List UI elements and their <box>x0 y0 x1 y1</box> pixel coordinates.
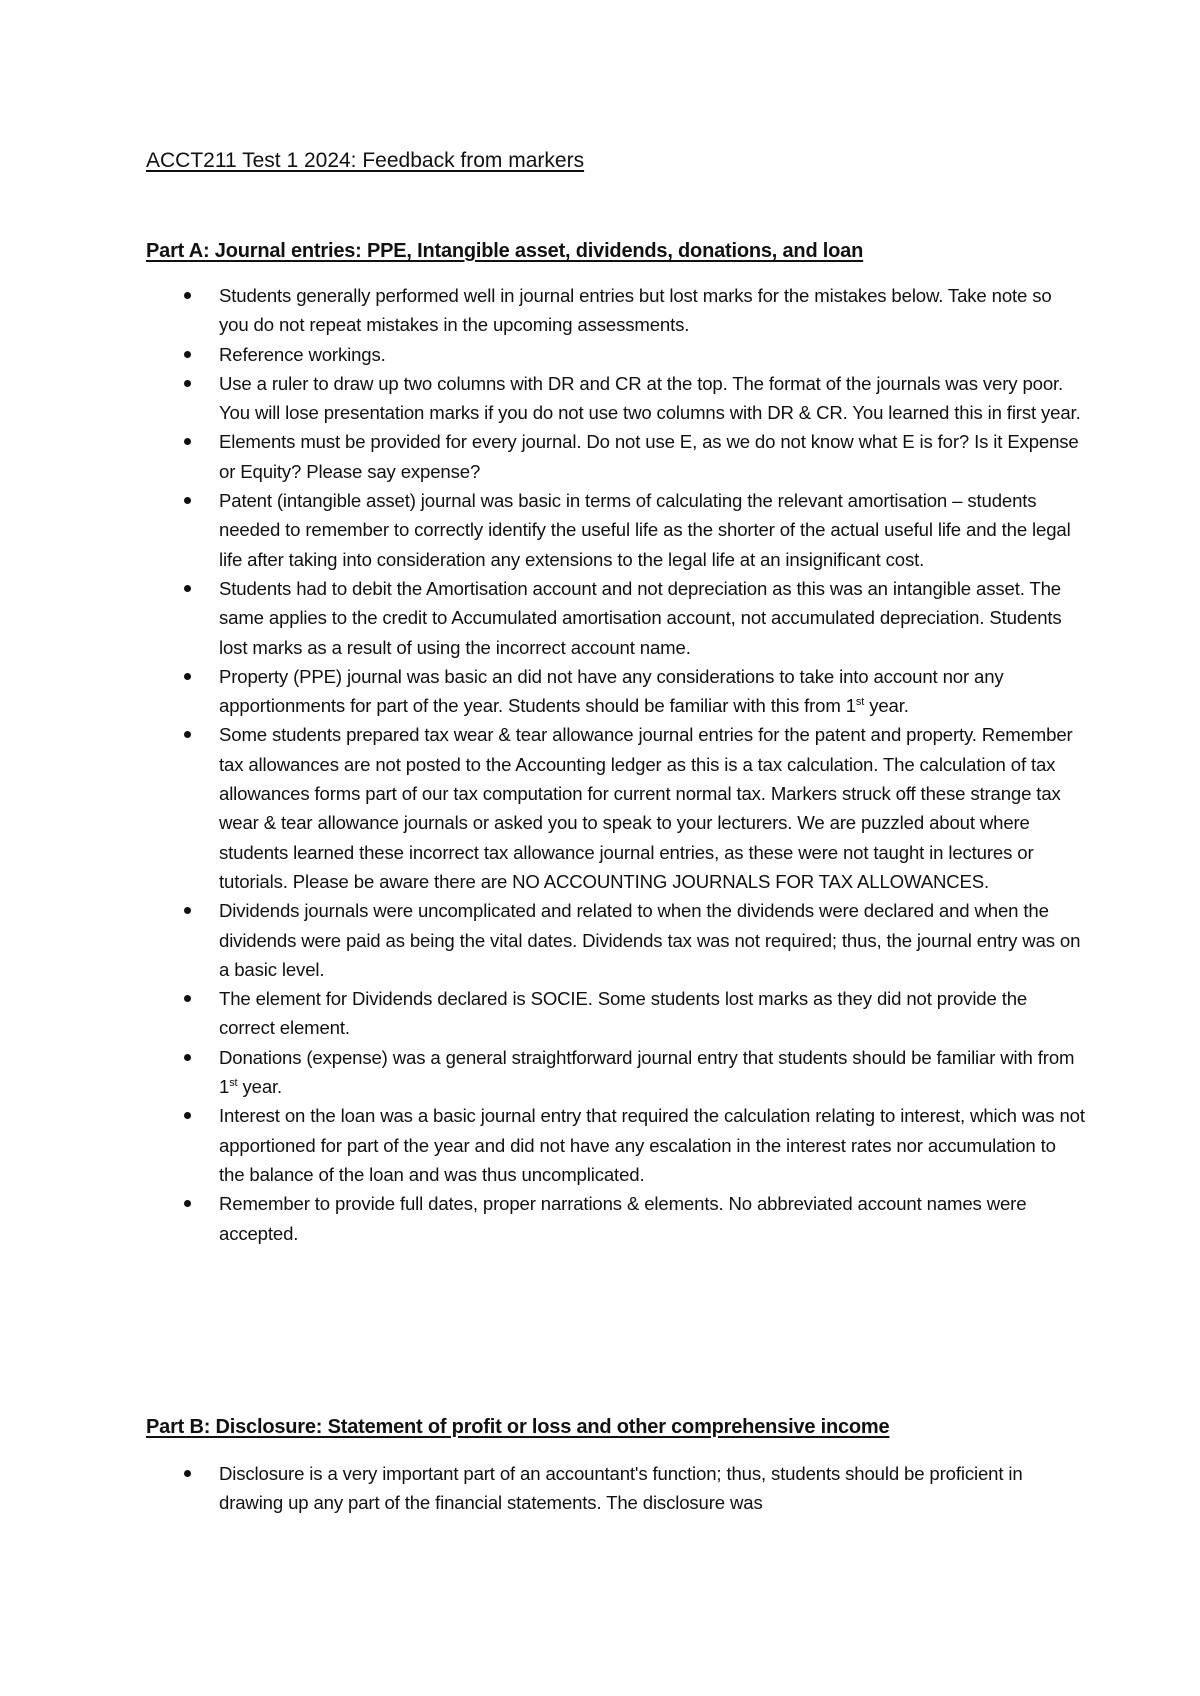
part-a-bullet-list <box>146 281 1086 1248</box>
list-item-text: Use a ruler to draw up two columns with DR and CR at the top. The format of the journals was very poor. You will lose presentation marks if you do not use two columns with DR & CR. You learned this in first year. <box>219 372 1081 424</box>
list-item <box>146 1189 1086 1248</box>
bullet-icon <box>184 497 191 504</box>
bullet-icon <box>184 438 191 445</box>
bullet-icon <box>184 731 191 738</box>
list-item-text: Dividends journals were uncomplicated and related to when the dividends were declared and when the dividends were paid as being the vital dates. Dividends tax was not required; thus, the journal entry was on a basic level. <box>219 900 1081 980</box>
bullet-icon <box>184 292 191 299</box>
list-item <box>146 427 1086 486</box>
superscript-ordinal: st <box>855 695 865 708</box>
list-item <box>146 1043 1086 1102</box>
list-item <box>146 281 1086 340</box>
bullet-icon <box>184 351 191 358</box>
list-item-text-end: year. <box>864 695 909 717</box>
bullet-icon <box>184 1200 191 1207</box>
part-b-bullet-list <box>146 1459 1086 1518</box>
bullet-icon <box>184 673 191 680</box>
superscript-ordinal: st <box>229 1076 238 1089</box>
list-item <box>146 1101 1086 1189</box>
list-item-text: Elements must be provided for every journal. Do not use E, as we do not know what E is for? Is it Expense or Equity? Please say expense? <box>219 431 1079 482</box>
list-item <box>146 340 1086 369</box>
list-item-text: Disclosure is a very important part of an accountant's function; thus, students should be proficient in drawing up any part of the financial statements. The disclosure was <box>219 1463 1023 1514</box>
list-item <box>146 720 1086 896</box>
list-item <box>146 1459 1086 1518</box>
bullet-icon <box>184 1054 191 1061</box>
bullet-icon <box>184 1112 191 1119</box>
document-title: ACCT211 Test 1 2024: Feedback from markers <box>146 149 585 172</box>
list-item <box>146 369 1086 428</box>
list-item-text: Interest on the loan was a basic journal entry that required the calculation relating to interest, which was not apportioned for part of the year and did not have any escalation in the interest rates nor accumulation to the balance of the loan and was thus uncomplicated. <box>219 1105 1085 1185</box>
list-item-text: Property (PPE) journal was basic an did not have any considerations to take into account nor any apportionments for part of the year. Students should be familiar with this from 1 <box>219 665 1004 717</box>
list-item <box>146 896 1086 984</box>
bullet-icon <box>184 585 191 592</box>
part-a-heading: Part A: Journal entries: PPE, Intangible asset, dividends, donations, and loan <box>146 240 864 262</box>
part-b-heading: Part B: Disclosure: Statement of profit or loss and other comprehensive income <box>146 1416 890 1438</box>
list-item <box>146 984 1086 1043</box>
list-item-text: Students generally performed well in journal entries but lost marks for the mistakes below. Take note so you do not repeat mistakes in the upcoming assessments. <box>219 285 1052 336</box>
list-item <box>146 486 1086 574</box>
list-item-text: Reference workings. <box>219 343 386 365</box>
list-item-text: The element for Dividends declared is SOCIE. Some students lost marks as they did not provide the correct element. <box>219 988 1028 1039</box>
list-item-text-end: year. <box>237 1076 283 1098</box>
list-item-text: Donations (expense) was a general straightforward journal entry that students should be familiar with from 1 <box>219 1046 1075 1098</box>
list-item-text: Some students prepared tax wear & tear allowance journal entries for the patent and property. Remember tax allowances are not posted to the Accounting ledger as this is a tax calculation. The calculation of tax allowances forms part of our tax computation for current normal tax. Markers struck off these strange tax wear & tear allowance journals or asked you to speak to your lecturers. We are puzzled about where students learned these incorrect tax allowance journal entries, as these were not taught in lectures or tutorials. Please be aware there are NO ACCOUNTING JOURNALS FOR TAX ALLOWANCES. <box>219 724 1073 892</box>
bullet-icon <box>184 907 191 914</box>
bullet-icon <box>184 995 191 1002</box>
list-item-text: Patent (intangible asset) journal was basic in terms of calculating the relevant amortisation – students needed to remember to correctly identify the useful life as the shorter of the actual useful life and the legal life after taking into consideration any extensions to the legal life at an insignificant cost. <box>219 490 1071 570</box>
bullet-icon <box>184 380 191 387</box>
list-item <box>146 574 1086 662</box>
list-item-text: Remember to provide full dates, proper narrations & elements. No abbreviated account names were accepted. <box>219 1193 1027 1244</box>
list-item-text: Students had to debit the Amortisation account and not depreciation as this was an intangible asset. The same applies to the credit to Accumulated amortisation account, not accumulated depreciation. Students lost marks as a result of using the incorrect account name. <box>219 577 1062 658</box>
bullet-icon <box>184 1470 191 1477</box>
list-item <box>146 662 1086 721</box>
